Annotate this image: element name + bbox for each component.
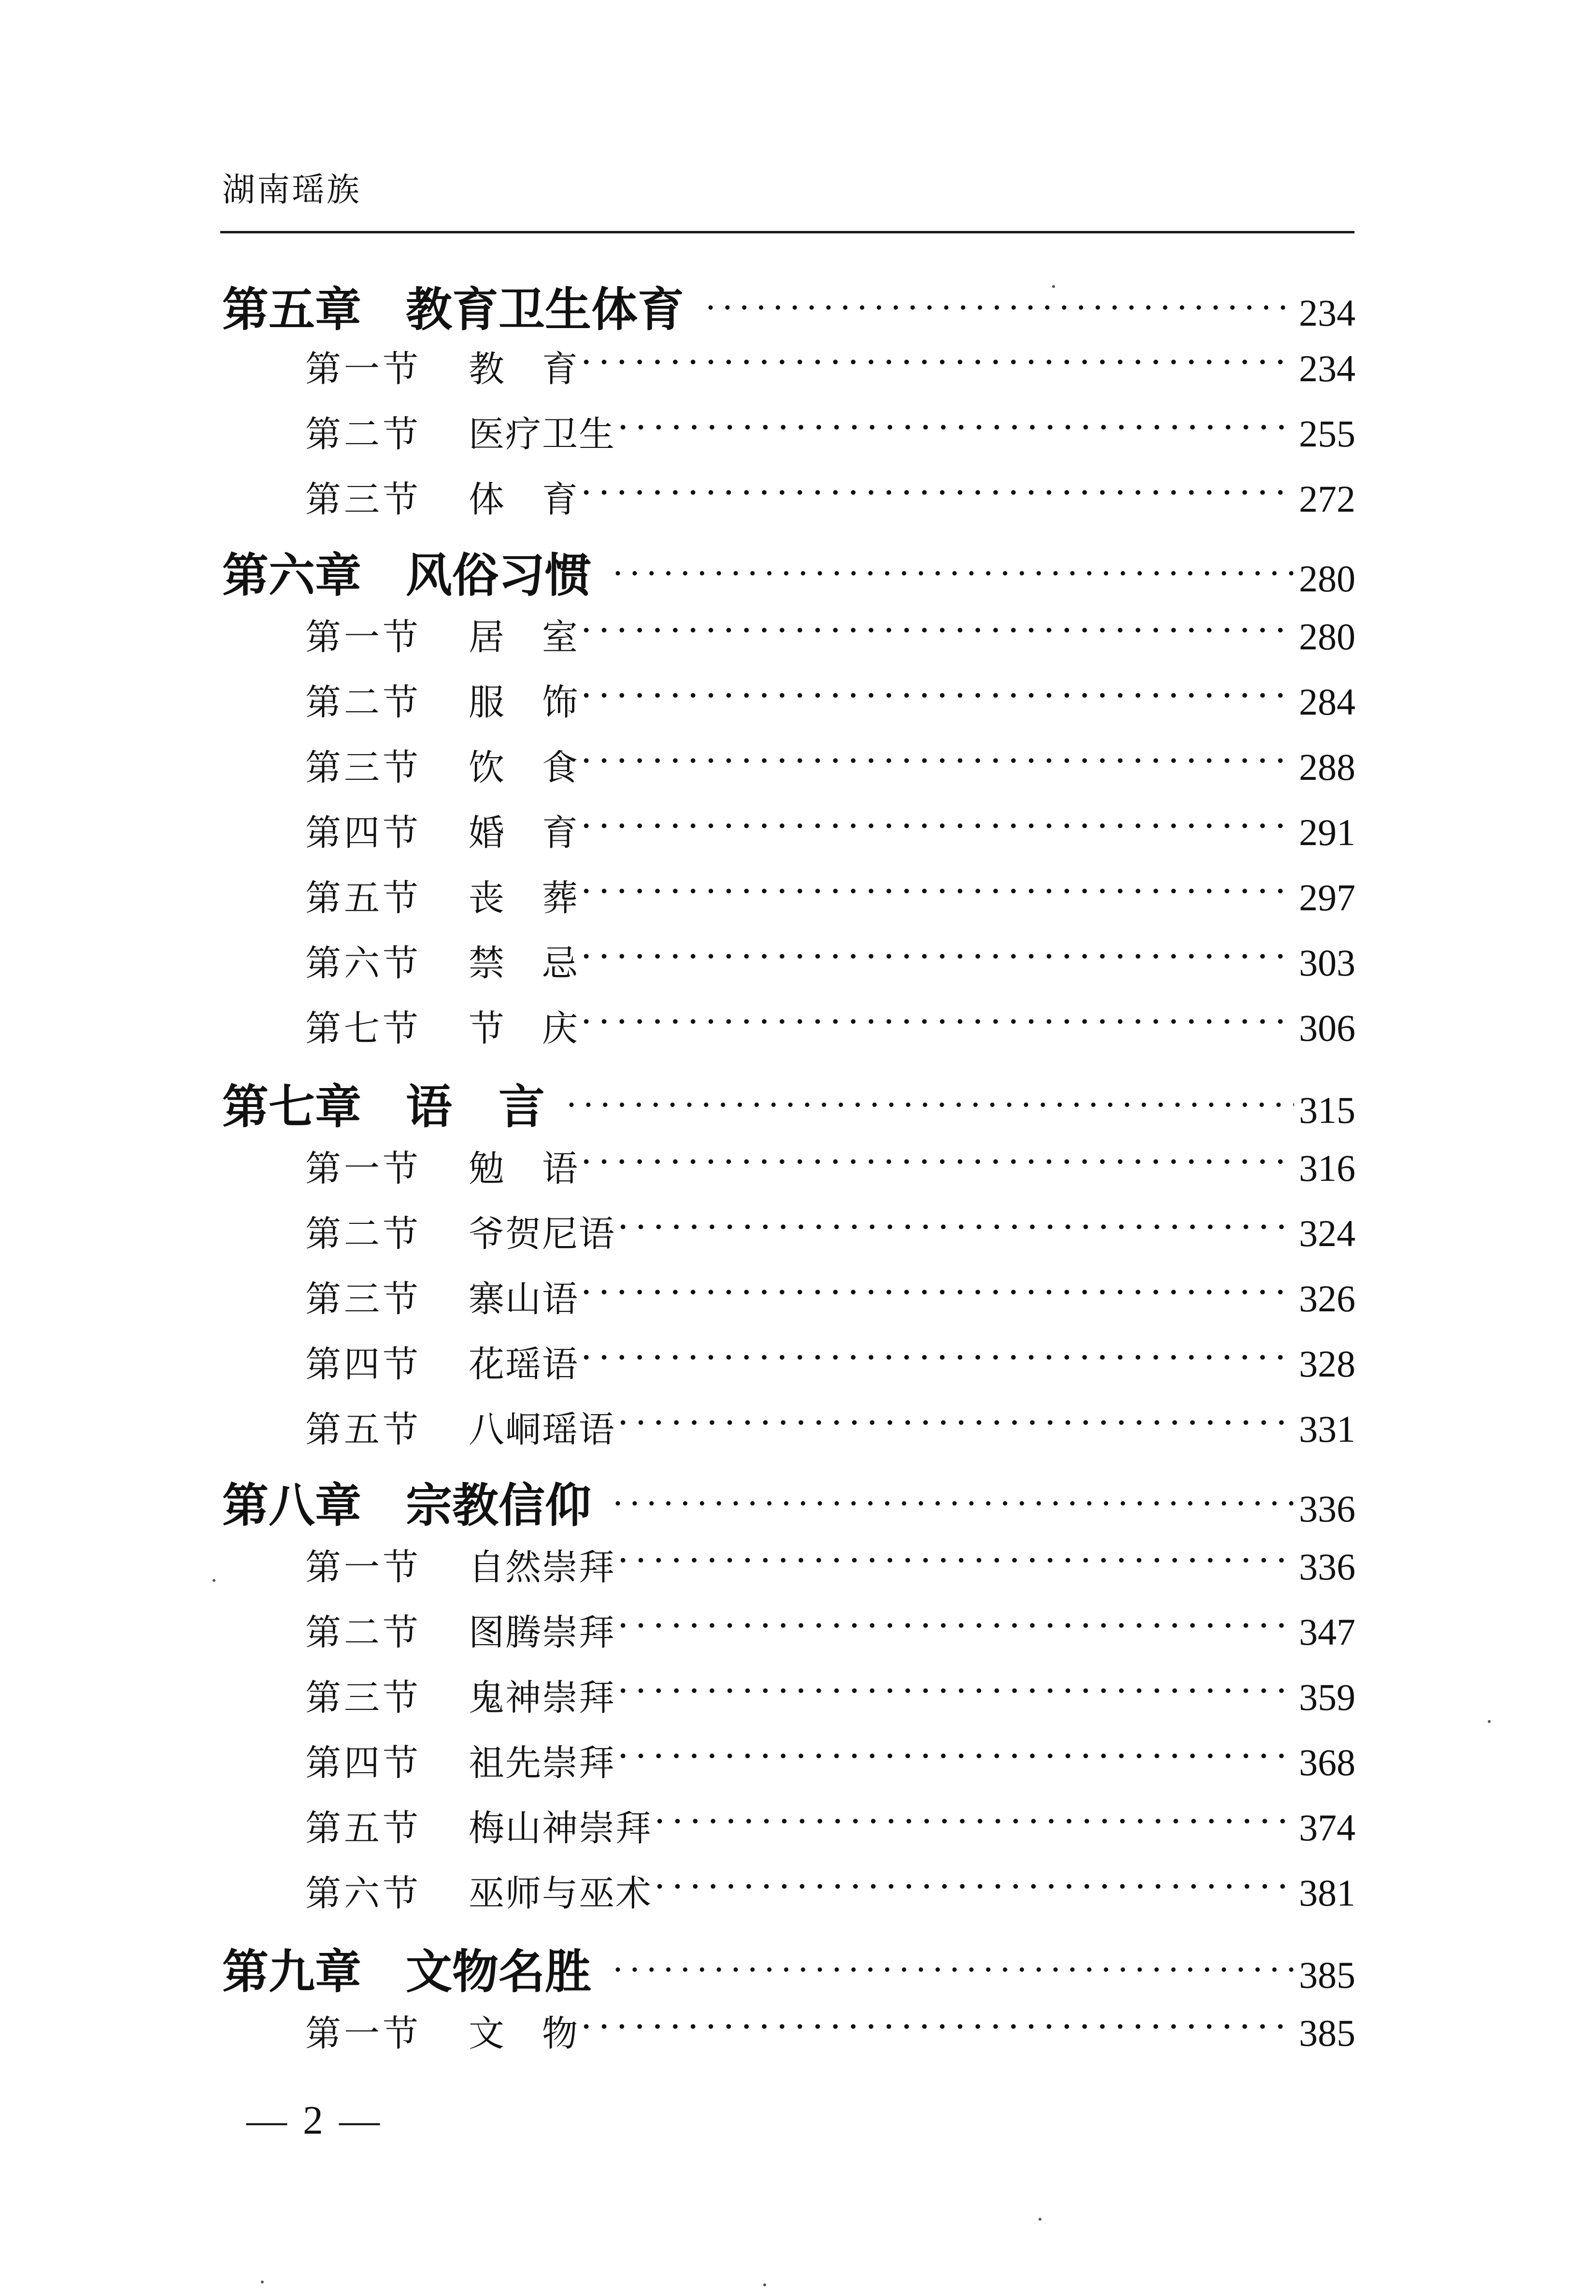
dot-leader bbox=[654, 1805, 1294, 1840]
dot-leader bbox=[617, 1544, 1294, 1579]
section-number: 第二节 bbox=[305, 1213, 421, 1255]
dot-leader bbox=[581, 2010, 1294, 2046]
scan-speck bbox=[261, 2281, 264, 2283]
section-page-number: 331 bbox=[1299, 1408, 1355, 1450]
dot-leader bbox=[705, 292, 1294, 326]
dot-leader bbox=[617, 1739, 1294, 1775]
section-label bbox=[305, 1000, 579, 1051]
toc-section-entry[interactable] bbox=[305, 1140, 1355, 1191]
section-title: 自然崇拜 bbox=[469, 1547, 615, 1588]
section-title: 医疗卫生 bbox=[469, 414, 615, 455]
toc-section-entry[interactable] bbox=[305, 471, 1355, 522]
chapter-label bbox=[222, 273, 684, 339]
toc-section-entry[interactable] bbox=[305, 1604, 1355, 1655]
section-page-number: 326 bbox=[1299, 1277, 1355, 1320]
section-title: 丧 葬 bbox=[469, 877, 579, 919]
chapter-number: 第八章 bbox=[222, 1478, 361, 1533]
chapter-page-number: 280 bbox=[1299, 558, 1355, 600]
section-title: 体 育 bbox=[469, 479, 579, 520]
toc-section-entry[interactable] bbox=[305, 1735, 1355, 1786]
chapter-page-number: 336 bbox=[1299, 1488, 1355, 1530]
chapter-title: 文物名胜 bbox=[406, 1945, 591, 1999]
section-label bbox=[305, 1604, 615, 1655]
section-page-number: 336 bbox=[1299, 1546, 1355, 1588]
toc-section-entry[interactable] bbox=[305, 1800, 1355, 1851]
toc-section-entry[interactable] bbox=[305, 870, 1355, 921]
dot-leader bbox=[617, 1674, 1294, 1710]
section-page-number: 385 bbox=[1299, 2012, 1355, 2054]
dot-leader bbox=[613, 1954, 1294, 1988]
section-page-number: 368 bbox=[1299, 1741, 1355, 1783]
section-label bbox=[305, 1735, 615, 1786]
toc-chapter-entry[interactable] bbox=[222, 273, 1355, 339]
section-title: 爷贺尼语 bbox=[469, 1213, 615, 1255]
toc-section-entry[interactable] bbox=[305, 674, 1355, 725]
dot-leader bbox=[566, 1089, 1294, 1123]
section-page-number: 234 bbox=[1299, 347, 1355, 389]
dot-leader bbox=[581, 614, 1294, 649]
section-label bbox=[305, 1539, 615, 1590]
toc-section-entry[interactable] bbox=[305, 406, 1355, 457]
section-label bbox=[305, 804, 579, 856]
section-page-number: 374 bbox=[1299, 1807, 1355, 1849]
section-number: 第四节 bbox=[305, 1742, 421, 1784]
page-number-footer: — 2 — bbox=[246, 2098, 383, 2143]
section-title: 居 室 bbox=[469, 617, 579, 658]
toc-chapter-entry[interactable] bbox=[222, 1935, 1355, 2001]
chapter-number: 第七章 bbox=[222, 1080, 361, 1134]
section-number: 第二节 bbox=[305, 1612, 421, 1653]
chapter-title: 宗教信仰 bbox=[406, 1478, 591, 1533]
scan-speck bbox=[763, 2283, 766, 2286]
toc-section-entry[interactable] bbox=[305, 1000, 1355, 1051]
section-title: 图腾崇拜 bbox=[469, 1612, 615, 1653]
section-page-number: 381 bbox=[1299, 1872, 1355, 1914]
section-page-number: 297 bbox=[1299, 876, 1355, 918]
section-number: 第三节 bbox=[305, 479, 421, 520]
section-number: 第七节 bbox=[305, 1008, 421, 1049]
section-label bbox=[305, 1336, 579, 1387]
section-number: 第三节 bbox=[305, 1677, 421, 1719]
chapter-label bbox=[222, 1935, 591, 2001]
section-label bbox=[305, 674, 579, 725]
scan-speck bbox=[1052, 285, 1055, 288]
section-page-number: 288 bbox=[1299, 746, 1355, 788]
section-label bbox=[305, 1205, 615, 1257]
dot-leader bbox=[613, 1488, 1294, 1521]
dot-leader bbox=[581, 1145, 1294, 1181]
toc-section-entry[interactable] bbox=[305, 609, 1355, 660]
chapter-page-number: 385 bbox=[1299, 1954, 1355, 1996]
section-number: 第三节 bbox=[305, 1278, 421, 1320]
dot-leader bbox=[617, 1406, 1294, 1442]
section-label bbox=[305, 1865, 652, 1916]
section-title: 勉 语 bbox=[469, 1148, 579, 1190]
section-label bbox=[305, 1271, 579, 1322]
toc-section-entry[interactable] bbox=[305, 2005, 1355, 2056]
section-number: 第一节 bbox=[305, 617, 421, 658]
section-number: 第五节 bbox=[305, 877, 421, 919]
section-label bbox=[305, 1401, 615, 1452]
section-number: 第一节 bbox=[305, 1547, 421, 1588]
section-number: 第五节 bbox=[305, 1409, 421, 1450]
chapter-page-number: 315 bbox=[1299, 1089, 1355, 1131]
toc-section-entry[interactable] bbox=[305, 1271, 1355, 1322]
dot-leader bbox=[581, 744, 1294, 780]
chapter-title: 语 言 bbox=[406, 1080, 545, 1134]
toc-section-entry[interactable] bbox=[305, 341, 1355, 392]
section-page-number: 316 bbox=[1299, 1147, 1355, 1189]
section-title: 祖先崇拜 bbox=[469, 1742, 615, 1784]
toc-chapter-entry[interactable] bbox=[222, 1070, 1355, 1136]
chapter-label bbox=[222, 1469, 591, 1535]
scan-speck bbox=[1488, 1720, 1491, 1723]
chapter-label bbox=[222, 539, 591, 605]
section-title: 巫师与巫术 bbox=[469, 1873, 652, 1914]
chapter-title: 教育卫生体育 bbox=[406, 283, 684, 337]
toc-chapter-entry[interactable] bbox=[222, 539, 1355, 605]
section-page-number: 347 bbox=[1299, 1611, 1355, 1653]
section-label bbox=[305, 2005, 579, 2056]
toc-section-entry[interactable] bbox=[305, 804, 1355, 856]
dot-leader bbox=[617, 411, 1294, 446]
section-number: 第一节 bbox=[305, 2013, 421, 2054]
dot-leader bbox=[581, 1341, 1294, 1377]
section-number: 第二节 bbox=[305, 682, 421, 723]
section-label bbox=[305, 935, 579, 986]
chapter-number: 第九章 bbox=[222, 1945, 361, 1999]
dot-leader bbox=[617, 1609, 1294, 1645]
section-label bbox=[305, 1140, 579, 1191]
dot-leader bbox=[617, 1210, 1294, 1246]
section-label bbox=[305, 471, 579, 522]
toc-section-entry[interactable] bbox=[305, 1401, 1355, 1452]
toc-section-entry[interactable] bbox=[305, 1539, 1355, 1590]
section-page-number: 284 bbox=[1299, 681, 1355, 723]
section-number: 第六节 bbox=[305, 1873, 421, 1914]
dot-leader bbox=[581, 345, 1294, 381]
chapter-label bbox=[222, 1070, 545, 1136]
dot-leader bbox=[613, 558, 1294, 591]
section-number: 第五节 bbox=[305, 1808, 421, 1849]
section-number: 第四节 bbox=[305, 812, 421, 854]
dot-leader bbox=[581, 1005, 1294, 1041]
toc-section-entry[interactable] bbox=[305, 1865, 1355, 1916]
dot-leader bbox=[654, 1870, 1294, 1906]
section-title: 禁 忌 bbox=[469, 943, 579, 984]
dot-leader bbox=[581, 809, 1294, 845]
scan-speck bbox=[213, 1579, 215, 1582]
section-title: 八峒瑶语 bbox=[469, 1409, 615, 1450]
section-title: 饮 食 bbox=[469, 747, 579, 789]
toc-section-entry[interactable] bbox=[305, 935, 1355, 986]
section-title: 梅山神崇拜 bbox=[469, 1808, 652, 1849]
section-label bbox=[305, 1800, 652, 1851]
section-label bbox=[305, 870, 579, 921]
section-page-number: 328 bbox=[1299, 1343, 1355, 1385]
section-label bbox=[305, 1669, 615, 1721]
chapter-number: 第五章 bbox=[222, 283, 361, 337]
chapter-page-number: 234 bbox=[1299, 292, 1355, 334]
section-title: 鬼神崇拜 bbox=[469, 1677, 615, 1719]
toc-section-entry[interactable] bbox=[305, 1669, 1355, 1721]
section-number: 第二节 bbox=[305, 414, 421, 455]
section-number: 第六节 bbox=[305, 943, 421, 984]
section-page-number: 280 bbox=[1299, 616, 1355, 658]
section-page-number: 306 bbox=[1299, 1007, 1355, 1049]
section-number: 第一节 bbox=[305, 1148, 421, 1190]
toc-section-entry[interactable] bbox=[305, 739, 1355, 790]
section-number: 第一节 bbox=[305, 348, 421, 390]
section-title: 文 物 bbox=[469, 2013, 579, 2054]
dot-leader bbox=[581, 1276, 1294, 1311]
section-page-number: 359 bbox=[1299, 1676, 1355, 1718]
section-page-number: 255 bbox=[1299, 413, 1355, 455]
section-label bbox=[305, 739, 579, 790]
section-title: 节 庆 bbox=[469, 1008, 579, 1049]
section-label bbox=[305, 609, 579, 660]
chapter-title: 风俗习惯 bbox=[406, 548, 591, 603]
section-page-number: 291 bbox=[1299, 811, 1355, 853]
dot-leader bbox=[581, 875, 1294, 910]
section-page-number: 324 bbox=[1299, 1212, 1355, 1254]
section-title: 服 饰 bbox=[469, 682, 579, 723]
section-title: 花瑶语 bbox=[469, 1344, 579, 1385]
toc-chapter-entry[interactable] bbox=[222, 1469, 1355, 1535]
dot-leader bbox=[581, 679, 1294, 715]
section-title: 教 育 bbox=[469, 348, 579, 390]
section-number: 第四节 bbox=[305, 1344, 421, 1385]
toc-section-entry[interactable] bbox=[305, 1336, 1355, 1387]
section-title: 婚 育 bbox=[469, 812, 579, 854]
section-page-number: 272 bbox=[1299, 478, 1355, 520]
running-head-title: 湖南瑶族 bbox=[222, 171, 362, 209]
dot-leader bbox=[581, 476, 1294, 512]
section-label bbox=[305, 341, 579, 392]
section-label bbox=[305, 406, 615, 457]
chapter-number: 第六章 bbox=[222, 548, 361, 603]
section-title: 寨山语 bbox=[469, 1278, 579, 1320]
dot-leader bbox=[581, 940, 1294, 976]
scan-speck bbox=[1039, 2218, 1041, 2221]
section-number: 第三节 bbox=[305, 747, 421, 789]
toc-section-entry[interactable] bbox=[305, 1205, 1355, 1257]
section-page-number: 303 bbox=[1299, 942, 1355, 984]
